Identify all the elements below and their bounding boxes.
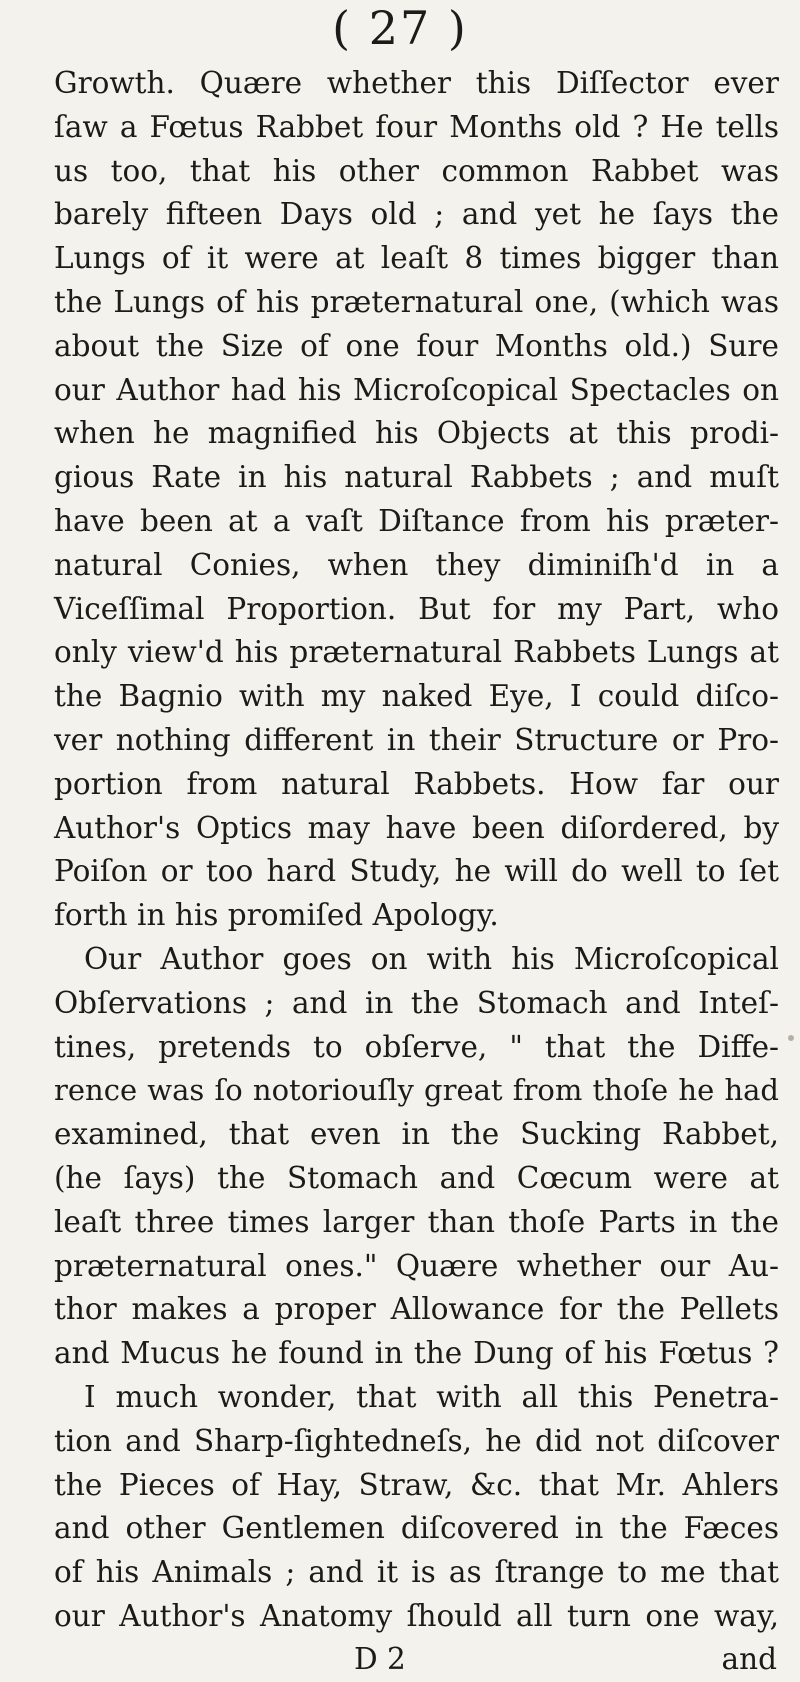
- text-line: our Author had his Microſcopical Spectacles on: [54, 372, 779, 407]
- ink-speck: [788, 1035, 794, 1041]
- text-line: ſaw a Fœtus Rabbet four Months old ? He tells: [54, 109, 779, 144]
- text-line: præternatural ones." Quære whether our Au-: [54, 1248, 779, 1283]
- body-text: [54, 62, 779, 1682]
- text-line: tines, pretends to obſerve, " that the Diffe-: [54, 1029, 779, 1064]
- text-line: (he ſays) the Stomach and Cœcum were at: [54, 1160, 779, 1195]
- text-line: portion from natural Rabbets. How far our: [54, 766, 779, 801]
- text-line: the Pieces of Hay, Straw, &c. that Mr. Ahlers: [54, 1467, 779, 1502]
- paragraph-start-line: Our Author goes on with his Microſcopical: [84, 941, 779, 976]
- text-line: Author's Optics may have been diſordered, by: [54, 810, 779, 845]
- text-line: Obſervations ; and in the Stomach and Inteſ-: [54, 985, 779, 1020]
- catchword: and: [721, 1641, 777, 1676]
- text-line: Growth. Quære whether this Diſſector ever: [54, 66, 779, 100]
- text-line: only view'd his præternatural Rabbets Lungs at: [54, 635, 779, 670]
- text-line: examined, that even in the Sucking Rabbet,: [54, 1117, 779, 1152]
- text-line: leaſt three times larger than thoſe Parts in the: [54, 1204, 779, 1239]
- text-line: thor makes a proper Allowance for the Pellets: [54, 1292, 779, 1327]
- text-line: and other Gentlemen diſcovered in the Fæces: [54, 1511, 779, 1546]
- text-line: and Mucus he found in the Dung of his Fœtus ?: [54, 1336, 779, 1371]
- page-number: ( 27 ): [332, 1, 468, 55]
- paragraph-start-line: I much wonder, that with all this Penetra-: [84, 1379, 779, 1414]
- footer-line: [54, 1639, 779, 1682]
- text-line: when he magnified his Objects at this prodi-: [54, 416, 779, 451]
- text-line: about the Size of one four Months old.) Sure: [54, 328, 779, 363]
- text-line: us too, that his other common Rabbet was: [54, 153, 779, 188]
- text-line: natural Conies, when they diminiſh'd in a: [54, 547, 779, 582]
- text-line: the Lungs of his præternatural one, (which was: [54, 284, 779, 319]
- text-line: Viceſſimal Proportion. But for my Part, who: [54, 591, 779, 626]
- text-line: barely fifteen Days old ; and yet he ſays the: [54, 197, 779, 232]
- text-line: ver nothing different in their Structure or Pro-: [54, 722, 779, 757]
- text-line: our Author's Anatomy ſhould all turn one way,: [54, 1598, 779, 1633]
- text-line: rence was ſo notoriouſly great from thoſe he had: [54, 1073, 779, 1108]
- text-line: Lungs of it were at leaſt 8 times bigger than: [54, 241, 779, 276]
- text-line: forth in his promiſed Apology.: [54, 898, 499, 933]
- text-line: have been at a vaſt Diſtance from his præter-: [54, 503, 779, 538]
- text-line: gious Rate in his natural Rabbets ; and muſt: [54, 460, 779, 495]
- text-line: the Bagnio with my naked Eye, I could diſco-: [54, 679, 779, 714]
- text-line: Poiſon or too hard Study, he will do well to ſet: [54, 854, 779, 889]
- signature-mark: D 2: [354, 1641, 406, 1676]
- text-line: tion and Sharp-ſightedneſs, he did not diſcover: [54, 1423, 779, 1458]
- text-line: of his Animals ; and it is as ſtrange to me that: [54, 1555, 779, 1590]
